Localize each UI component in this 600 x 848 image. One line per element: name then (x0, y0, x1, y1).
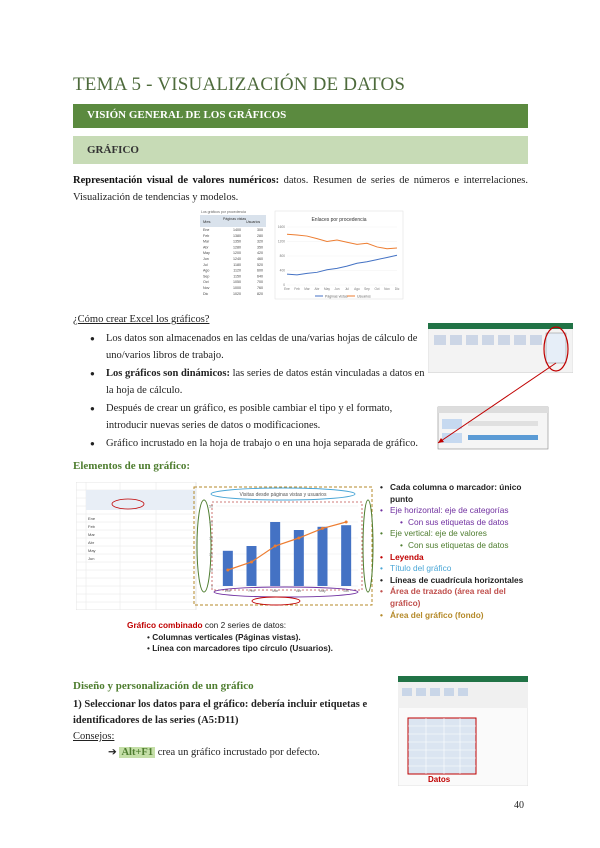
figure1-table-val: 1050 (233, 280, 241, 285)
element-item: • Área de trazado (área real del gráfico) (380, 586, 530, 609)
annotated-chart-screenshot (76, 482, 376, 610)
figure1-table-cat: Ene (203, 228, 210, 232)
figure1-table-cat: Sep (203, 274, 210, 279)
combo-description (127, 620, 333, 655)
figure1-table-val: 640 (257, 274, 263, 279)
page-number: 40 (514, 800, 524, 811)
intro-text: datos. Resumen de series de números e interrelaciones. Visualización de tendencias y modelos. (73, 175, 528, 203)
figure2-marker (321, 527, 324, 530)
figure1-xtick: Jul (344, 287, 350, 291)
figure1-table-cat: Nov (203, 286, 210, 290)
figure1-table-cat: Abr (203, 245, 209, 250)
figure2-table-cat: Abr (88, 540, 95, 545)
consejos-label: Consejos: (73, 731, 115, 742)
figure1-table-val: 700 (257, 280, 263, 285)
element-item: • Leyenda (380, 552, 530, 564)
figure2-xtick: Ene (224, 589, 231, 593)
element-item: • Eje horizontal: eje de categorías (380, 505, 530, 517)
figure2-marker (297, 537, 300, 540)
figure2-ytick: 40 (209, 520, 213, 525)
figure1-table-val: 280 (257, 233, 263, 238)
figure1-table-val: 760 (257, 286, 263, 290)
figure1-col-pv: Páginas vistas (223, 217, 247, 221)
figure1-table-cat: Jun (203, 257, 209, 261)
figure1-ytick: 1200 (277, 239, 285, 244)
figure2-xtick: Jun (343, 589, 349, 593)
figure1-table-cat: Oct (203, 280, 209, 285)
figure1-xtick: Ago (354, 287, 360, 291)
figure2-ytick: 10 (209, 568, 213, 573)
figure1-table-val: 820 (257, 291, 263, 296)
figure2-table-cat: Ene (88, 516, 96, 521)
figure1-table-val: 1280 (233, 245, 241, 250)
subsection-band: GRÁFICO (73, 136, 528, 164)
figure2-line (228, 522, 346, 570)
figure2-bar (341, 525, 351, 586)
element-item: • Cada columna o marcador: único punto (380, 482, 530, 505)
data-selection-screenshot (398, 676, 528, 786)
figure1-ytick: 800 (279, 254, 285, 259)
figure2-bar (270, 522, 280, 586)
figure2-marker (250, 561, 253, 564)
intro-bold: Representación visual de valores numéricos: (73, 175, 280, 186)
figure2-ytick: 50 (209, 504, 213, 509)
figure1-ytick: 1600 (277, 225, 285, 230)
figure1-xtick: Dic (394, 287, 400, 291)
figure1-table-cat: Ago (203, 268, 210, 273)
figure1-table-val: 520 (257, 262, 263, 267)
intro-paragraph (73, 172, 528, 206)
section-band: VISIÓN GENERAL DE LOS GRÁFICOS (73, 104, 528, 128)
figure2-marker (345, 521, 348, 524)
element-item: • Área del gráfico (fondo) (380, 610, 530, 622)
figure1-table-cat: Mar (203, 239, 210, 244)
figure1-table-val: 1200 (233, 251, 241, 256)
howto-item: ● Los datos son almacenados en las celdas de una/varias hojas de cálculo de uno/varios libros de trabajo. (90, 330, 425, 364)
figure1-table-val: 420 (257, 251, 263, 256)
combo-title: Gráfico combinado (127, 620, 203, 630)
shortcut-key: Alt+F1 (121, 747, 154, 758)
figure1-table-val: 600 (257, 268, 263, 273)
figure1-ytick: 400 (279, 268, 285, 273)
figure1-table-title: Los gráficos por procedencia (201, 210, 246, 214)
figure2-ytick: 0 (211, 584, 213, 589)
element-item: • Eje vertical: eje de valores (380, 528, 530, 540)
figure2-table-cat: Feb (88, 524, 95, 529)
figure1-xtick: Oct (374, 287, 380, 291)
combo-rest: con 2 series de datos: (202, 620, 287, 630)
figure1-table-val: 350 (257, 245, 263, 250)
figure1-table-val: 1400 (233, 228, 241, 232)
page-title: TEMA 5 - VISUALIZACIÓN DE DATOS (73, 74, 406, 95)
figure1-xtick: Ene (284, 287, 290, 291)
figure2-table-cat: Mar (88, 532, 95, 537)
figure1-xtick: Feb (294, 287, 300, 291)
figure1-table-val: 1380 (233, 233, 241, 238)
figure1-xtick: May (323, 287, 331, 291)
figure1-table-val: 1150 (233, 274, 241, 279)
shortcut-text: crea un gráfico incrustado por defecto. (155, 747, 320, 758)
figure1-table-val: 1120 (233, 268, 241, 273)
figure2-table-cat: Jun (88, 556, 95, 561)
howto-item: ● Después de crear un gráfico, es posible cambiar el tipo y el formato, introducir nuevas series de datos o modificaciones. (90, 400, 425, 434)
figure1-legend-2: Usuarios (357, 294, 371, 299)
figure1-table-val: 1240 (233, 257, 241, 261)
figure2-xtick: Feb (248, 589, 255, 593)
figure2-chart-title: Visitas desde páginas vistas y usuarios (239, 492, 327, 498)
combo-heading (127, 620, 333, 632)
figure2-table-cat: May (88, 548, 96, 553)
combo-item-columns: • Columnas verticales (Páginas vistas). (147, 632, 333, 644)
figure-table-and-line-chart (197, 207, 407, 303)
figure1-ytick: 0 (283, 283, 285, 288)
combo-item-line: • Línea con marcadores tipo círculo (Usuarios). (147, 643, 333, 655)
figure1-table-val: 1000 (233, 286, 241, 290)
figure2-xtick: May (319, 589, 326, 593)
figure1-legend-1: Páginas vistas (325, 294, 348, 299)
figure1-col-usu: Usuarios (246, 220, 261, 224)
figure2-xtick: Mar (272, 589, 279, 593)
figure2-marker (226, 569, 229, 572)
figure2-ytick: 30 (209, 536, 213, 541)
figure1-table-val: 1020 (233, 291, 241, 296)
figure2-ytick: 20 (209, 552, 213, 557)
figure1-table-val: 1180 (233, 262, 241, 267)
figure1-table-val: 1350 (233, 239, 241, 244)
figure2-xtick: Abr (296, 589, 302, 593)
step1-text: 1) Seleccionar los datos para el gráfico: debería incluir etiquetas e identificadores de las series (A5:D11) (73, 699, 368, 726)
element-item: • Con sus etiquetas de datos (380, 540, 530, 552)
figure1-table-cat: Jul (203, 262, 208, 267)
howto-item: ● Gráfico incrustado en la hoja de trabajo o en una hoja separada de gráfico. (90, 435, 425, 452)
figure1-chart-title: Enlaces por procedencia (311, 217, 367, 223)
figure1-table-cat: Dic (203, 291, 209, 296)
excel-ribbon-screenshot (428, 323, 573, 453)
figure1-xtick: Nov (384, 287, 390, 291)
figure1-table-val: 320 (257, 239, 263, 244)
elements-list (380, 482, 530, 621)
figure1-table-cat: May (203, 251, 210, 256)
datos-label: Datos (428, 775, 451, 784)
arrow-icon: ➔ (108, 747, 117, 758)
shortcut-line (108, 746, 320, 758)
elements-heading: Elementos de un gráfico: (73, 460, 191, 472)
figure2-bar (247, 546, 257, 586)
figure1-table-val: 300 (257, 228, 263, 232)
figure1-table-val: 460 (257, 257, 263, 261)
design-heading: Diseño y personalización de un gráfico (73, 680, 254, 692)
element-item: • Título del gráfico (380, 563, 530, 575)
howto-item: ● Los gráficos son dinámicos: las series de datos están vinculadas a datos en la hoja de cálculo. (90, 365, 425, 399)
figure1-table-cat: Feb (203, 233, 210, 238)
figure2-bar (318, 527, 328, 586)
figure2-marker (274, 545, 277, 548)
figure1-xtick: Jun (334, 287, 340, 291)
figure2-combo-chart (209, 505, 358, 594)
figure1-xtick: Sep (364, 287, 370, 291)
howto-heading: ¿Cómo crear Excel los gráficos? (73, 314, 210, 325)
figure1-col-mes: Mes (203, 219, 211, 224)
howto-list (90, 330, 425, 453)
figure1-xtick: Abr (314, 287, 320, 291)
element-item: • Líneas de cuadrícula horizontales (380, 575, 530, 587)
element-item: • Con sus etiquetas de datos (380, 517, 530, 529)
figure1-xtick: Mar (304, 287, 310, 291)
